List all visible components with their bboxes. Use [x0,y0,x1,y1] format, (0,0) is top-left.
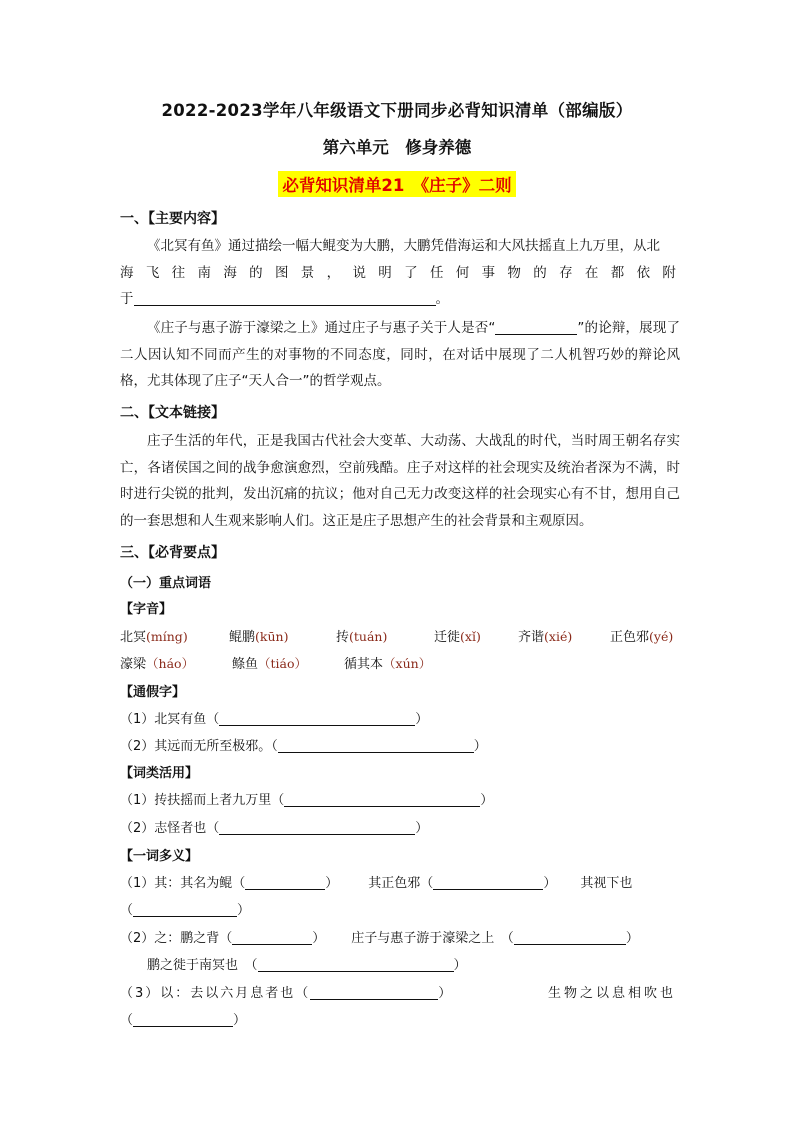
s1-p1-line3-end: 。 [435,291,449,307]
spread-char: 说 [352,265,366,281]
unit-title: 第六单元 修身养德 [322,138,472,157]
spread-char: 物 [507,265,521,281]
answer-blank[interactable] [133,1010,233,1027]
spread-char: 都 [610,265,625,281]
spread-char: 何 [455,265,470,281]
spread-char: 的 [249,265,263,281]
pinyin-row-1 [120,626,680,646]
spread-char: 了 [404,265,418,281]
subheading-duoyi: 【一词多义】 [120,849,199,864]
answer-blank[interactable] [310,983,438,1000]
answer-blank[interactable] [514,928,626,945]
section-heading-main-content: 一、【主要内容】 [120,211,225,227]
list-title: 必背知识清单21 《庄子》二则 [278,171,515,197]
pinyin-row-2 [120,653,680,673]
answer-blank[interactable] [495,318,577,335]
s1-p1-line2-spread [120,260,676,287]
spread-char: 景 [300,265,315,281]
list-title-wrap [0,171,794,197]
tongjia-item-1: （1）北冥有鱼（ ） [120,708,428,727]
pinyin-item: 齐谐(xié) [518,629,573,645]
s1-p1-line3 [120,286,680,313]
pinyin-item: 迁徙(xǐ) [434,629,481,645]
subheading-tongjia: 【通假字】 [120,685,186,700]
s1-p2 [120,315,680,395]
s1-p2-end: ”的论辩，展现了二人因认知不同而产生的对事物的不同态度，同时，在对话中展现了二人机智巧妙的辩论风格，尤其体现了庄子“天人合一”的哲学观点。 [120,320,680,389]
pinyin-item: 正色邪(yé) [610,629,674,645]
pinyin-item: 循其本（xún） [344,656,432,672]
answer-blank[interactable] [245,873,325,890]
duoyi-q2-line2: 鹏之徙于南冥也 （ ） [147,954,467,973]
answer-blank[interactable] [219,818,415,835]
spread-char: 南 [197,265,211,281]
spread-char: 在 [584,265,599,281]
duoyi-q1-line: （1）其：其名为鲲（ ） 其正色邪（ ） 其视下也 [120,872,632,891]
answer-blank[interactable] [134,289,436,306]
section-heading-text-link: 二、【文本链接】 [120,405,225,421]
answer-blank[interactable] [133,900,237,917]
cilei-item-1: （1）抟扶摇而上者九万里（ ） [120,789,493,808]
duoyi-q3-line: （3）以：去以六月息者也（ ） 生物之以息相吹也 [120,982,676,1001]
answer-blank[interactable] [284,790,480,807]
pinyin-item: 濠梁（háo） [120,656,195,672]
spread-char: 存 [559,265,573,281]
cilei-item-2: （2）志怪者也（ ） [120,817,428,836]
pinyin-item: 鲲鹏(kūn) [229,629,289,645]
s1-p1-line3-start: 于 [120,291,134,307]
spread-char: 附 [662,265,676,281]
spread-char: 飞 [145,265,160,281]
spread-char: 海 [223,265,237,281]
answer-blank[interactable] [433,873,543,890]
s1-p2-start: 《庄子与惠子游于濠梁之上》通过庄子与惠子关于人是否“ [147,320,496,336]
duoyi-q3-line2: （ ） [120,1009,246,1028]
answer-blank[interactable] [258,955,454,972]
section-heading-key-points: 三、【必背要点】 [120,545,225,561]
tongjia-item-2: （2）其远而无所至极邪。（ ） [120,735,487,754]
pinyin-item: 抟(tuán) [336,629,388,645]
spread-char: 往 [171,265,186,281]
pinyin-item: 北冥(míng) [120,629,188,645]
answer-blank[interactable] [232,928,312,945]
s1-p1-line2 [120,260,680,287]
answer-blank[interactable] [219,709,415,726]
subheading-cilei: 【词类活用】 [120,766,199,781]
duoyi-q1-line2: （ ） [120,899,250,918]
spread-char: 的 [533,265,547,281]
spread-char: 图 [274,265,289,281]
spread-char: ， [326,265,341,281]
spread-char: 任 [429,265,444,281]
spread-char: 明 [378,265,392,281]
document-title: 2022-2023学年八年级语文下册同步必背知识清单（部编版） [161,101,633,120]
spread-char: 海 [120,265,134,281]
subheading-key-words: （一）重点词语 [120,576,212,591]
subheading-pronunciation: 【字音】 [120,602,173,617]
answer-blank[interactable] [278,736,474,753]
pinyin-item: 鲦鱼（tiáo） [232,656,308,672]
s1-p1-line1: 《北冥有鱼》通过描绘一幅大鲲变为大鹏，大鹏凭借海运和大风扶摇直上九万里，从北 [147,238,660,254]
spread-char: 事 [481,265,496,281]
spread-char: 依 [636,265,651,281]
duoyi-q2-line: （2）之：鹏之背（ ） 庄子与惠子游于濠梁之上 （ ） [120,927,639,946]
s2-text: 庄子生活的年代，正是我国古代社会大变革、大动荡、大战乱的时代，当时周王朝名存实亡，各诸侯国之间的战争愈演愈烈，空前残酷。庄子对这样的社会现实及统治者深为不满，时时进行尖锐的批判，发出沉痛的抗议；他对自己无力改变这样的社会现实心有不甘，想用自己的一套思想和人生观来影响人们。这正是庄子思想产生的社会背景和主观原因。 [120,433,680,529]
